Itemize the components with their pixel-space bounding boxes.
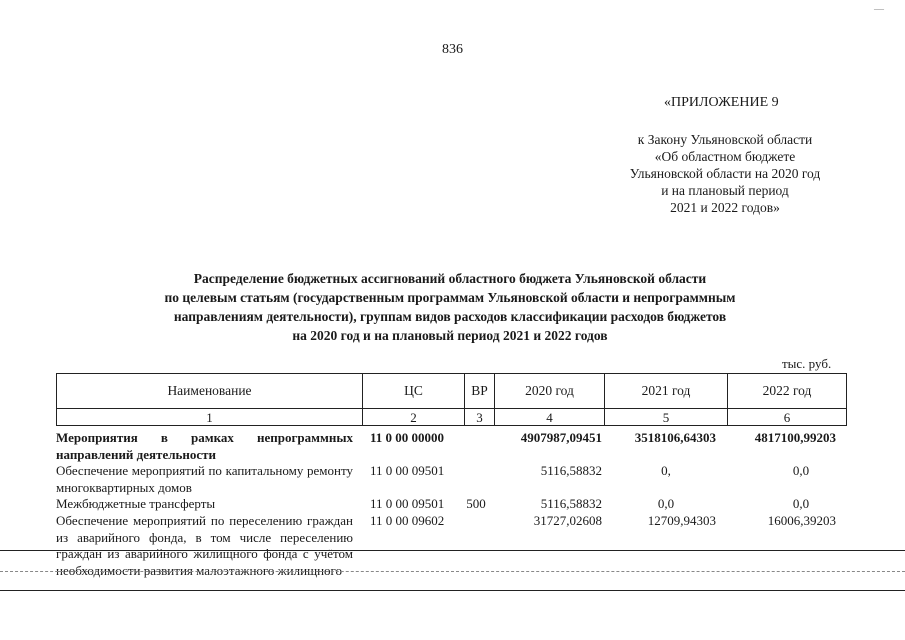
row-value-2022: 16006,39203 [767,513,836,528]
title-line: Распределение бюджетных ассигнований областного бюджета Ульяновской области [193,271,707,286]
row-cs: 11 0 00 09602 [370,513,445,528]
appendix-ref-line: 2021 и 2022 годов» [670,200,780,215]
row-value-2020: 5116,58832 [540,496,602,511]
header-cs: ЦС [363,374,465,409]
row-value-2021: 3518106,64303 [634,430,716,445]
row-value-2022: 0,0 [792,463,810,478]
header-2021: 2021 год [605,374,728,409]
row-name: Обеспечение мероприятий по переселению граждан из аварийного фонда, в том числе переселению граждан из аварийного жилищного фонда с учётом необходимости развития малоэтажного жилищного [56,513,353,578]
appendix-reference [570,131,880,216]
row-value-2021: 0, [661,463,671,478]
column-number: 6 [728,409,847,426]
header-2022: 2022 год [728,374,847,409]
document-title [100,269,800,345]
row-value-2020: 31727,02608 [533,513,602,528]
row-value-2022: 0,0 [792,496,810,511]
title-line: направлениям деятельности), группам видов расходов классификации расходов бюджетов [173,309,727,324]
header-vr: ВР [465,374,495,409]
table-row [56,513,846,613]
row-cs: 11 0 00 09501 [370,463,445,478]
column-number: 4 [495,409,605,426]
cut-line [0,550,905,551]
header-row [57,374,847,409]
row-cs: 11 0 00 09501 [370,496,445,511]
appendix-ref-line: «Об областном бюджете [654,149,796,164]
row-value-2020: 5116,58832 [540,463,602,478]
budget-table-body [56,430,846,613]
table-row [56,496,846,513]
row-value-2022: 4817100,99203 [754,430,836,445]
column-number-row [57,409,847,426]
row-name: Мероприятия в рамках непрограммных направлений деятельности [56,430,353,462]
appendix-title: «ПРИЛОЖЕНИЕ 9 [664,95,779,110]
row-name: Межбюджетные трансферты [56,496,216,511]
cut-line-dashed [0,571,905,572]
row-value-2021: 0,0 [657,496,675,511]
column-number: 2 [363,409,465,426]
header-2020: 2020 год [495,374,605,409]
page-number: 836 [442,42,463,57]
unit-label: тыс. руб. [782,356,832,371]
title-line: по целевым статьям (государственным программам Ульяновской области и непрограммным [164,290,736,305]
title-line: на 2020 год и на плановый период 2021 и 2022 годов [292,328,608,343]
header-name: Наименование [57,374,363,409]
appendix-ref-line: Ульяновской области на 2020 год [629,166,821,181]
column-number: 1 [57,409,363,426]
row-value-2021: 12709,94303 [647,513,716,528]
appendix-ref-line: к Закону Ульяновской области [637,132,813,147]
column-number: 3 [465,409,495,426]
appendix-ref-line: и на плановый период [661,183,789,198]
row-value-2020: 4907987,09451 [520,430,602,445]
table-row [56,430,846,463]
table-row [56,463,846,496]
budget-table-header [56,373,847,426]
row-cs: 11 0 00 00000 [370,430,445,445]
cut-line [0,590,905,591]
row-name: Обеспечение мероприятий по капитальному ремонту многоквартирных домов [56,463,353,495]
column-number: 5 [605,409,728,426]
scan-corner-mark: — [874,4,884,15]
row-vr: 500 [466,496,486,511]
